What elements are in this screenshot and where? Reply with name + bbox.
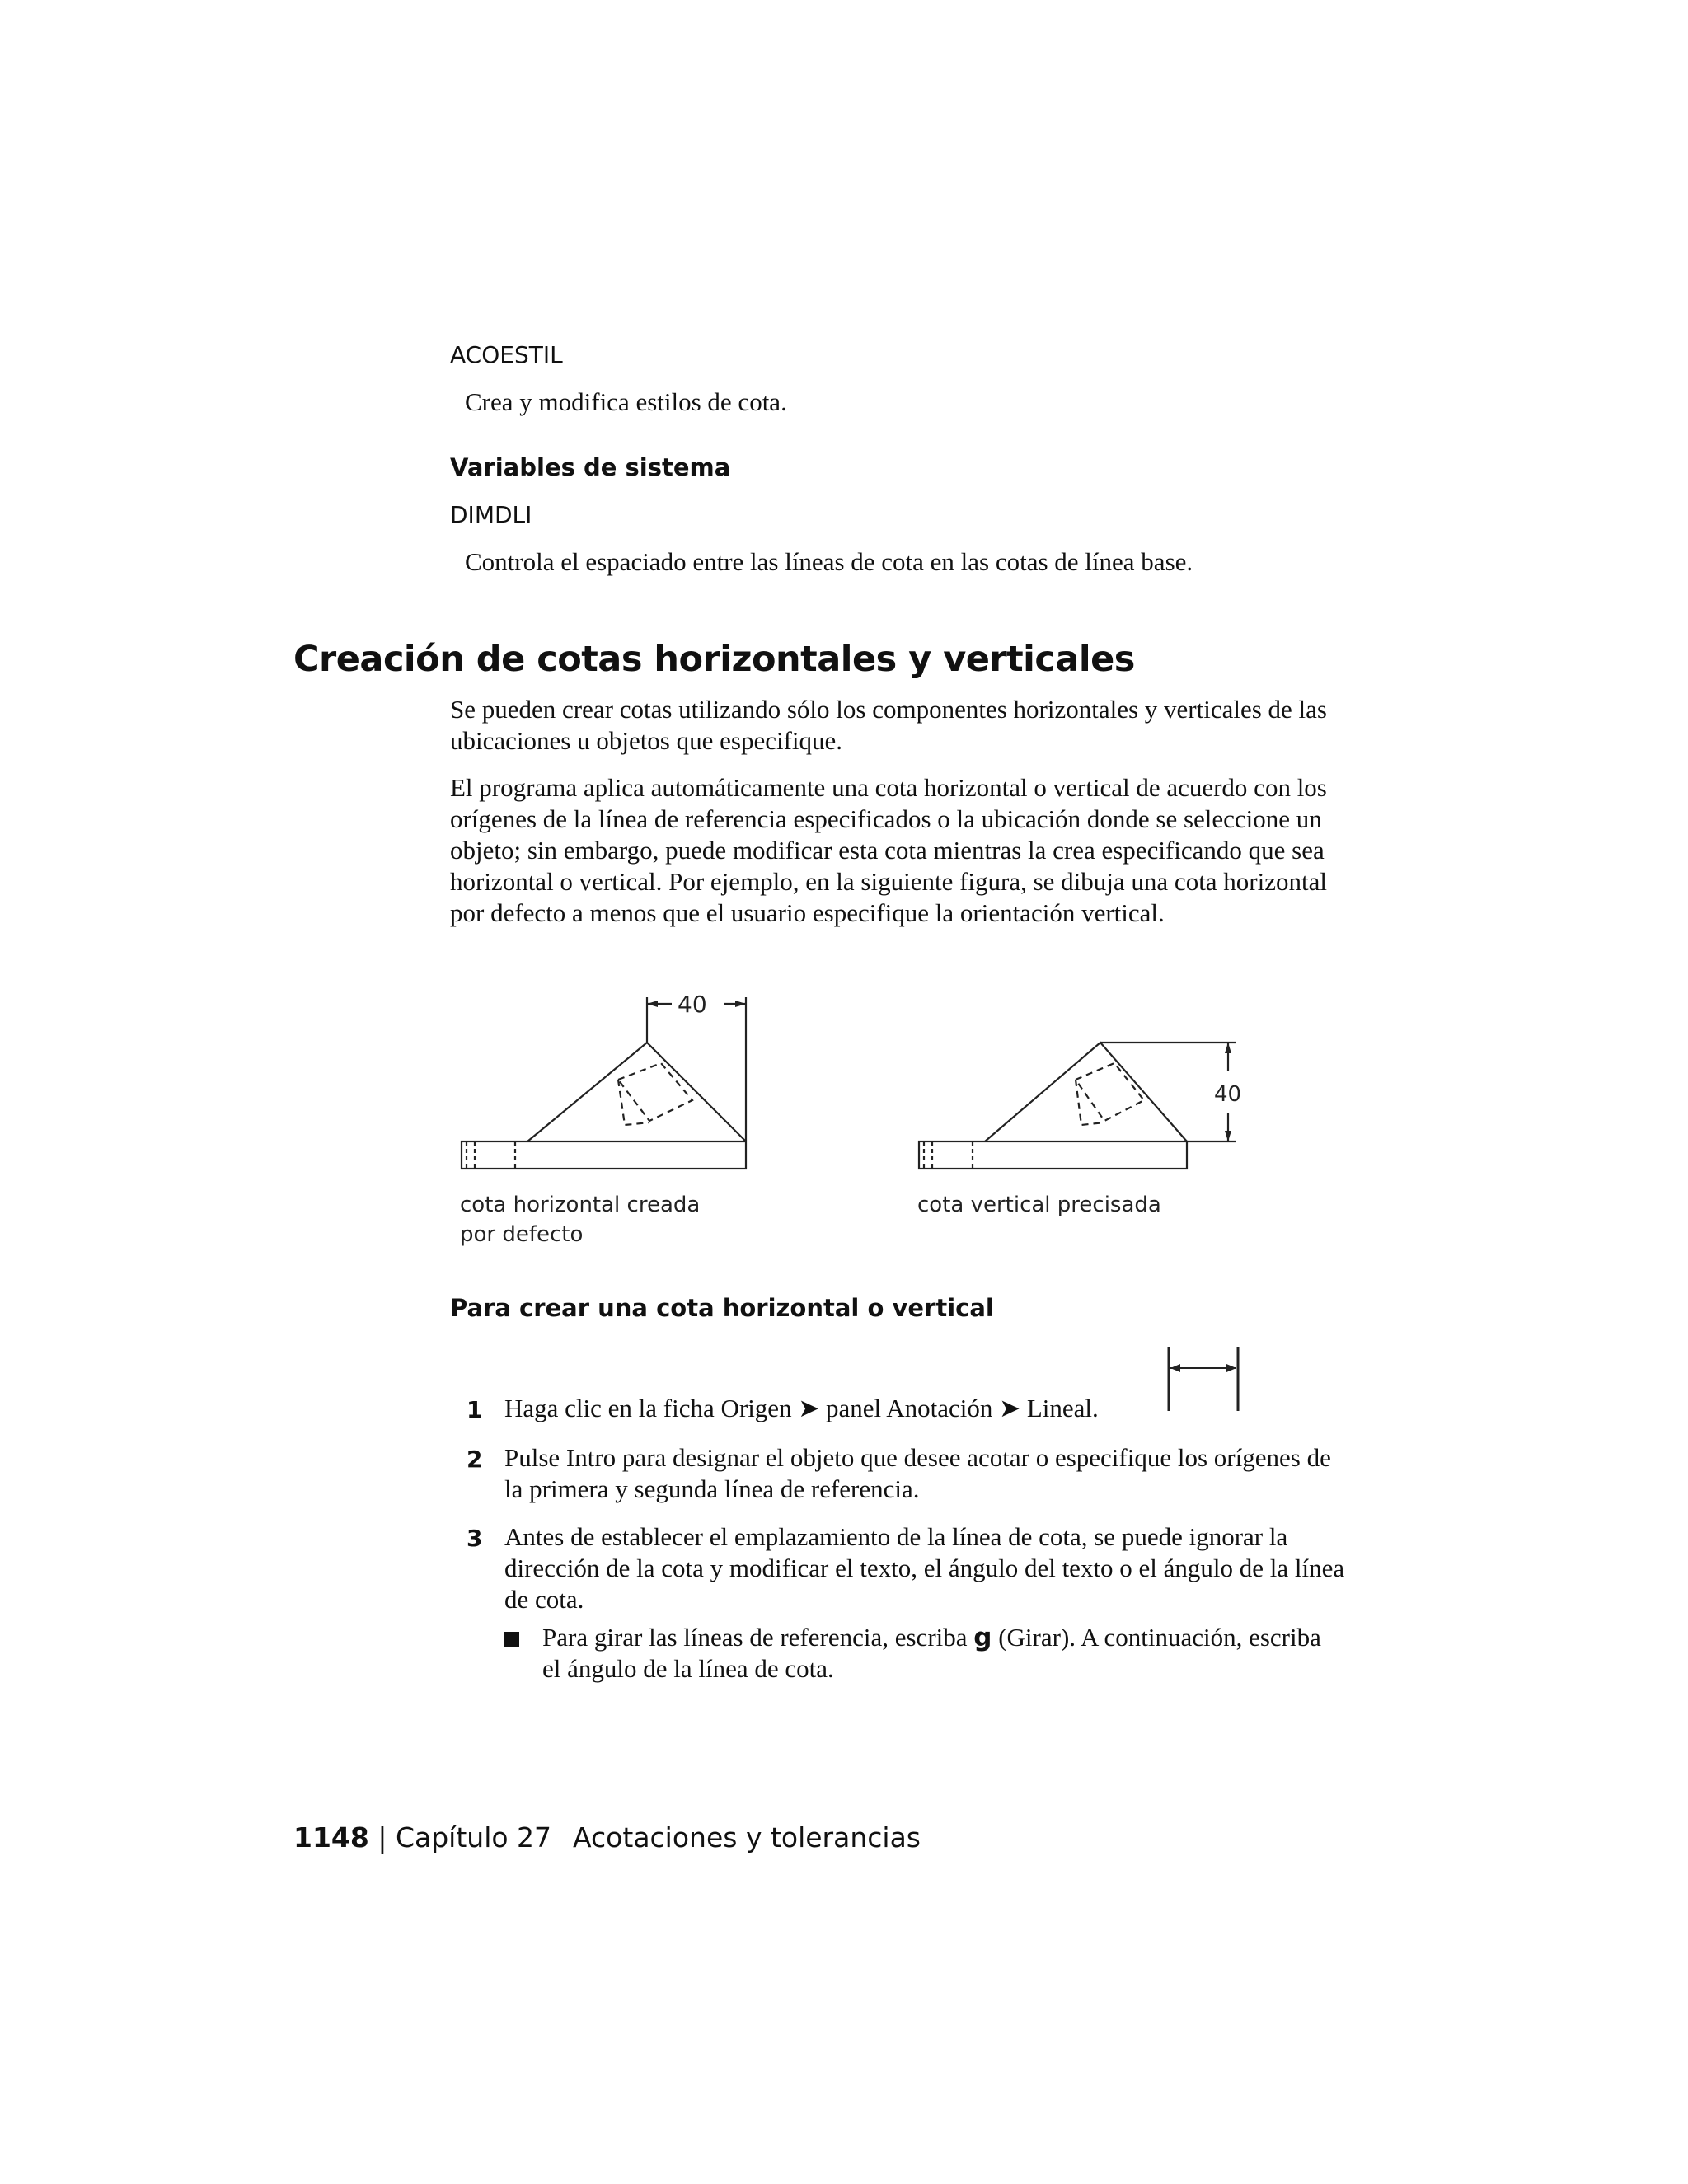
- bullet-marker: [504, 1632, 519, 1647]
- right-caption: cota vertical precisada: [917, 1193, 1161, 1217]
- left-drawing: [462, 997, 746, 1169]
- linear-dimension-icon[interactable]: [1162, 1343, 1245, 1414]
- command-key: g: [973, 1623, 992, 1652]
- left-dim-value: 40: [678, 991, 707, 1018]
- sysvar-desc-dimdli: Controla el espaciado entre las líneas de cota en las cotas de línea base.: [465, 547, 1193, 576]
- sysvars-heading: Variables de sistema: [450, 453, 731, 481]
- step-text: Pulse Intro para designar el objeto que desee acotar o especifique los orígenes de la primera y segunda línea de referencia.: [504, 1443, 1331, 1503]
- bullet-text-after: (Girar). A continuación, escriba el ángulo de la línea de cota.: [542, 1623, 1321, 1683]
- step-number: 2: [467, 1446, 483, 1473]
- footer-separator: |: [368, 1821, 396, 1854]
- page-number: 1148: [293, 1821, 369, 1854]
- left-caption-line-2: por defecto: [460, 1222, 584, 1247]
- chapter-label: Capítulo 27: [395, 1821, 552, 1854]
- section-paragraph-2: El programa aplica automáticamente una cota horizontal o vertical de acuerdo con los orígenes de la línea de referencia especificados o la ubicación donde se seleccione un objeto; sin embargo, puede modificar esta cota mientras la crea especificando que sea horizontal o vertical. Por ejemplo, en la siguiente figura, se dibuja una cota horizontal por defecto a menos que el usuario especifique la orientación vertical.: [450, 773, 1327, 927]
- section-paragraph-1: Se pueden crear cotas utilizando sólo los componentes horizontales y verticales de las ubicaciones u objetos que especifique.: [450, 695, 1327, 755]
- right-drawing: [919, 1043, 1236, 1169]
- step-number: 1: [467, 1396, 483, 1423]
- page-footer: [293, 1821, 921, 1854]
- sysvar-name-dimdli: DIMDLI: [450, 501, 532, 528]
- chapter-title: Acotaciones y tolerancias: [573, 1821, 921, 1854]
- bullet-text: [542, 1622, 1334, 1685]
- bullet-text-before: Para girar las líneas de referencia, escriba: [542, 1623, 974, 1652]
- left-caption-line-1: cota horizontal creada: [460, 1193, 701, 1217]
- command-desc-acoestil: Crea y modifica estilos de cota.: [465, 387, 787, 416]
- section-title: Creación de cotas horizontales y verticales: [293, 639, 1135, 680]
- command-name-acoestil: ACOESTIL: [450, 341, 563, 368]
- procedure-heading: Para crear una cota horizontal o vertical: [450, 1294, 994, 1322]
- left-caption: [460, 1190, 700, 1249]
- step-text: Antes de establecer el emplazamiento de la línea de cota, se puede ignorar la dirección de la cota y modificar el texto, el ángulo del texto o el ángulo de la línea de cota.: [504, 1522, 1345, 1614]
- step-text: Haga clic en la ficha Origen ➤ panel Anotación ➤ Lineal.: [504, 1394, 1099, 1422]
- step-number: 3: [467, 1525, 483, 1552]
- right-dim-value: 40: [1214, 1082, 1242, 1107]
